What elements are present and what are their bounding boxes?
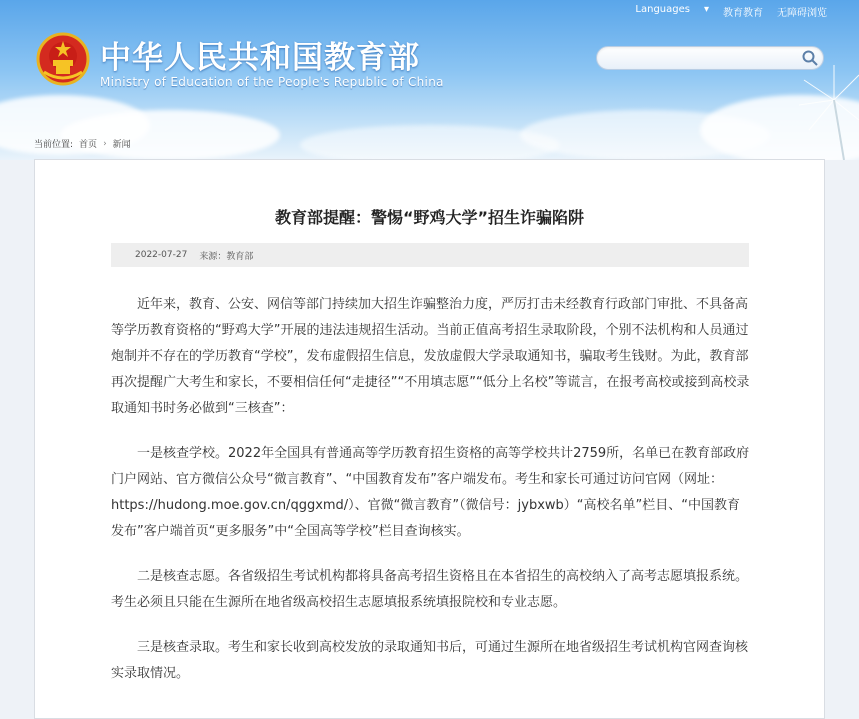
article-paragraph: 三是核查录取。考生和家长收到高校发放的录取通知书后，可通过生源所在地省级招生考试机构官网查询核实录取情况。 <box>111 640 749 681</box>
article-paragraph: 二是核查志愿。各省级招生考试机构都将具备高考招生资格且在本省招生的高校纳入了高考志愿填报系统。考生必须且只能在生源所在地省级高校招生志愿填报系统填报院校和专业志愿。 <box>111 569 749 610</box>
article-meta <box>111 243 749 267</box>
dandelion-decoration-icon <box>789 60 859 160</box>
site-header <box>0 0 859 160</box>
article-title: 教育部提醒：警惕“野鸡大学”招生诈骗陷阱 <box>274 208 585 227</box>
breadcrumb-home[interactable]: 首页 <box>79 140 98 150</box>
article-date: 2022-07-27 <box>135 250 188 260</box>
chevron-down-icon: ▾ <box>703 4 709 15</box>
article-body <box>111 292 751 706</box>
site-subtitle: Ministry of Education of the People's Republic of China <box>100 75 444 89</box>
breadcrumb-news[interactable]: 新闻 <box>112 140 131 150</box>
article-paragraph: 近年来，教育、公安、网信等部门持续加大招生诈骗整治力度，严厉打击未经教育行政部门审批、不具备高等学历教育资格的“野鸡大学”开展的违法违规招生活动。当前正值高考招生录取阶段，个别不法机构和人员通过炮制并不存在的学历教育“学校”，发布虚假招生信息，发放虚假大学录取通知书，骗取考生钱财。为此，教育部再次提醒广大考生和家长，不要相信任何“走捷径”“不用填志愿”“低分上名校”等谎言，在报考高校或接到高校录取通知书时务必做到“三核查”： <box>111 297 750 416</box>
chevron-right-icon: › <box>103 138 107 149</box>
cloud-decoration <box>60 110 280 160</box>
languages-link[interactable]: Languages <box>635 4 690 15</box>
breadcrumb <box>34 137 131 150</box>
breadcrumb-label: 当前位置: <box>34 140 74 150</box>
article-paragraph: 一是核查学校。2022年全国具有普通高等学历教育招生资格的高等学校共计2759所，名单已在教育部政府门户网站、官方微信公众号“微言教育”、“中国教育发布”客户端发布。考生和家长可通过访问官网（网址：https://hudong.moe.gov.cn/qggxmd/）、官微“微言教育”（微信号：jybxwb）“高校名单”栏目、“中国教育发布”客户端首页“更多服务”中“全国高等学校”栏目查询核实。 <box>111 446 750 539</box>
accessibility-link[interactable]: 无障碍浏览 <box>777 8 827 19</box>
national-emblem-icon <box>36 32 90 86</box>
article-panel <box>34 159 825 719</box>
site-title: 中华人民共和国教育部 <box>100 40 420 76</box>
top-nav <box>635 4 827 19</box>
weiyan-link[interactable]: 教育教育 <box>723 8 763 19</box>
article-source: 来源：教育部 <box>199 251 254 262</box>
